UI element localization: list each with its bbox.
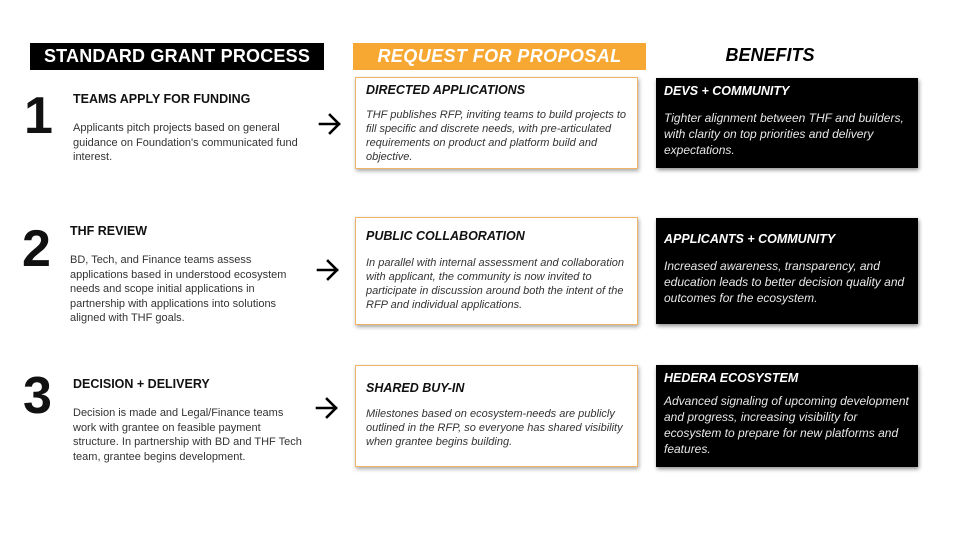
benefit-card-title: DEVS + COMMUNITY bbox=[664, 84, 790, 98]
benefit-card-applicants-community bbox=[656, 218, 918, 324]
step-2-description: BD, Tech, and Finance teams assess applications based in understood ecosystem needs and scope initial applications in partnership with applications into solutions aligned with THF goals. bbox=[70, 254, 287, 324]
step-3-number: 3 bbox=[23, 367, 52, 425]
step-2-title: THF REVIEW bbox=[70, 224, 148, 238]
benefit-card-title: APPLICANTS + COMMUNITY bbox=[664, 232, 836, 246]
rfp-card-title: PUBLIC COLLABORATION bbox=[366, 229, 525, 243]
benefits-header: BENEFITS bbox=[725, 45, 815, 65]
step-1-number: 1 bbox=[24, 87, 53, 145]
request-for-proposal-header: REQUEST FOR PROPOSAL bbox=[353, 43, 646, 70]
rfp-card-body: THF publishes RFP, inviting teams to build projects to fill specific and discrete needs, with pre-articulated requirements on product and platform build and objective. bbox=[366, 109, 627, 163]
benefit-card-devs-community bbox=[656, 78, 918, 168]
standard-grant-process-header: STANDARD GRANT PROCESS bbox=[30, 43, 324, 70]
benefit-card-body: Tighter alignment between THF and builders, with clarity on top priorities and delivery expectations. bbox=[664, 111, 904, 157]
rfp-card-directed-applications bbox=[355, 77, 638, 169]
rfp-card-body: Milestones based on ecosystem-needs are publicly outlined in the RFP, so everyone has shared visibility when grantee begins building. bbox=[366, 408, 623, 448]
rfp-card-shared-buy-in bbox=[355, 365, 638, 467]
rfp-card-title: SHARED BUY-IN bbox=[366, 381, 465, 395]
rfp-card-public-collaboration bbox=[355, 217, 638, 325]
rfp-card-title: DIRECTED APPLICATIONS bbox=[366, 83, 526, 97]
right-arrow-icon bbox=[315, 397, 339, 419]
step-3-title: DECISION + DELIVERY bbox=[73, 377, 210, 391]
benefit-card-hedera-ecosystem bbox=[656, 365, 918, 467]
step-2-number: 2 bbox=[22, 220, 51, 278]
rfp-card-body: In parallel with internal assessment and collaboration with applicant, the community is now invited to participate in discussion around both the intent of the RFP and individual applications. bbox=[366, 257, 625, 311]
step-3-description: Decision is made and Legal/Finance teams work with grantee on feasible payment structure. In partnership with BD and THF Tech team, grantee begins development. bbox=[73, 407, 302, 463]
benefit-card-body: Advanced signaling of upcoming development and progress, increasing visibility for ecosystem to prepare for new platforms and features. bbox=[664, 394, 909, 456]
benefit-card-title: HEDERA ECOSYSTEM bbox=[664, 371, 799, 385]
step-1-description: Applicants pitch projects based on general guidance on Foundation's communicated fund interest. bbox=[73, 122, 298, 163]
step-1-title: TEAMS APPLY FOR FUNDING bbox=[73, 92, 251, 106]
benefit-card-body: Increased awareness, transparency, and education leads to better decision quality and outcomes for the ecosystem. bbox=[664, 259, 905, 305]
right-arrow-icon bbox=[316, 259, 340, 281]
right-arrow-icon bbox=[318, 113, 342, 135]
